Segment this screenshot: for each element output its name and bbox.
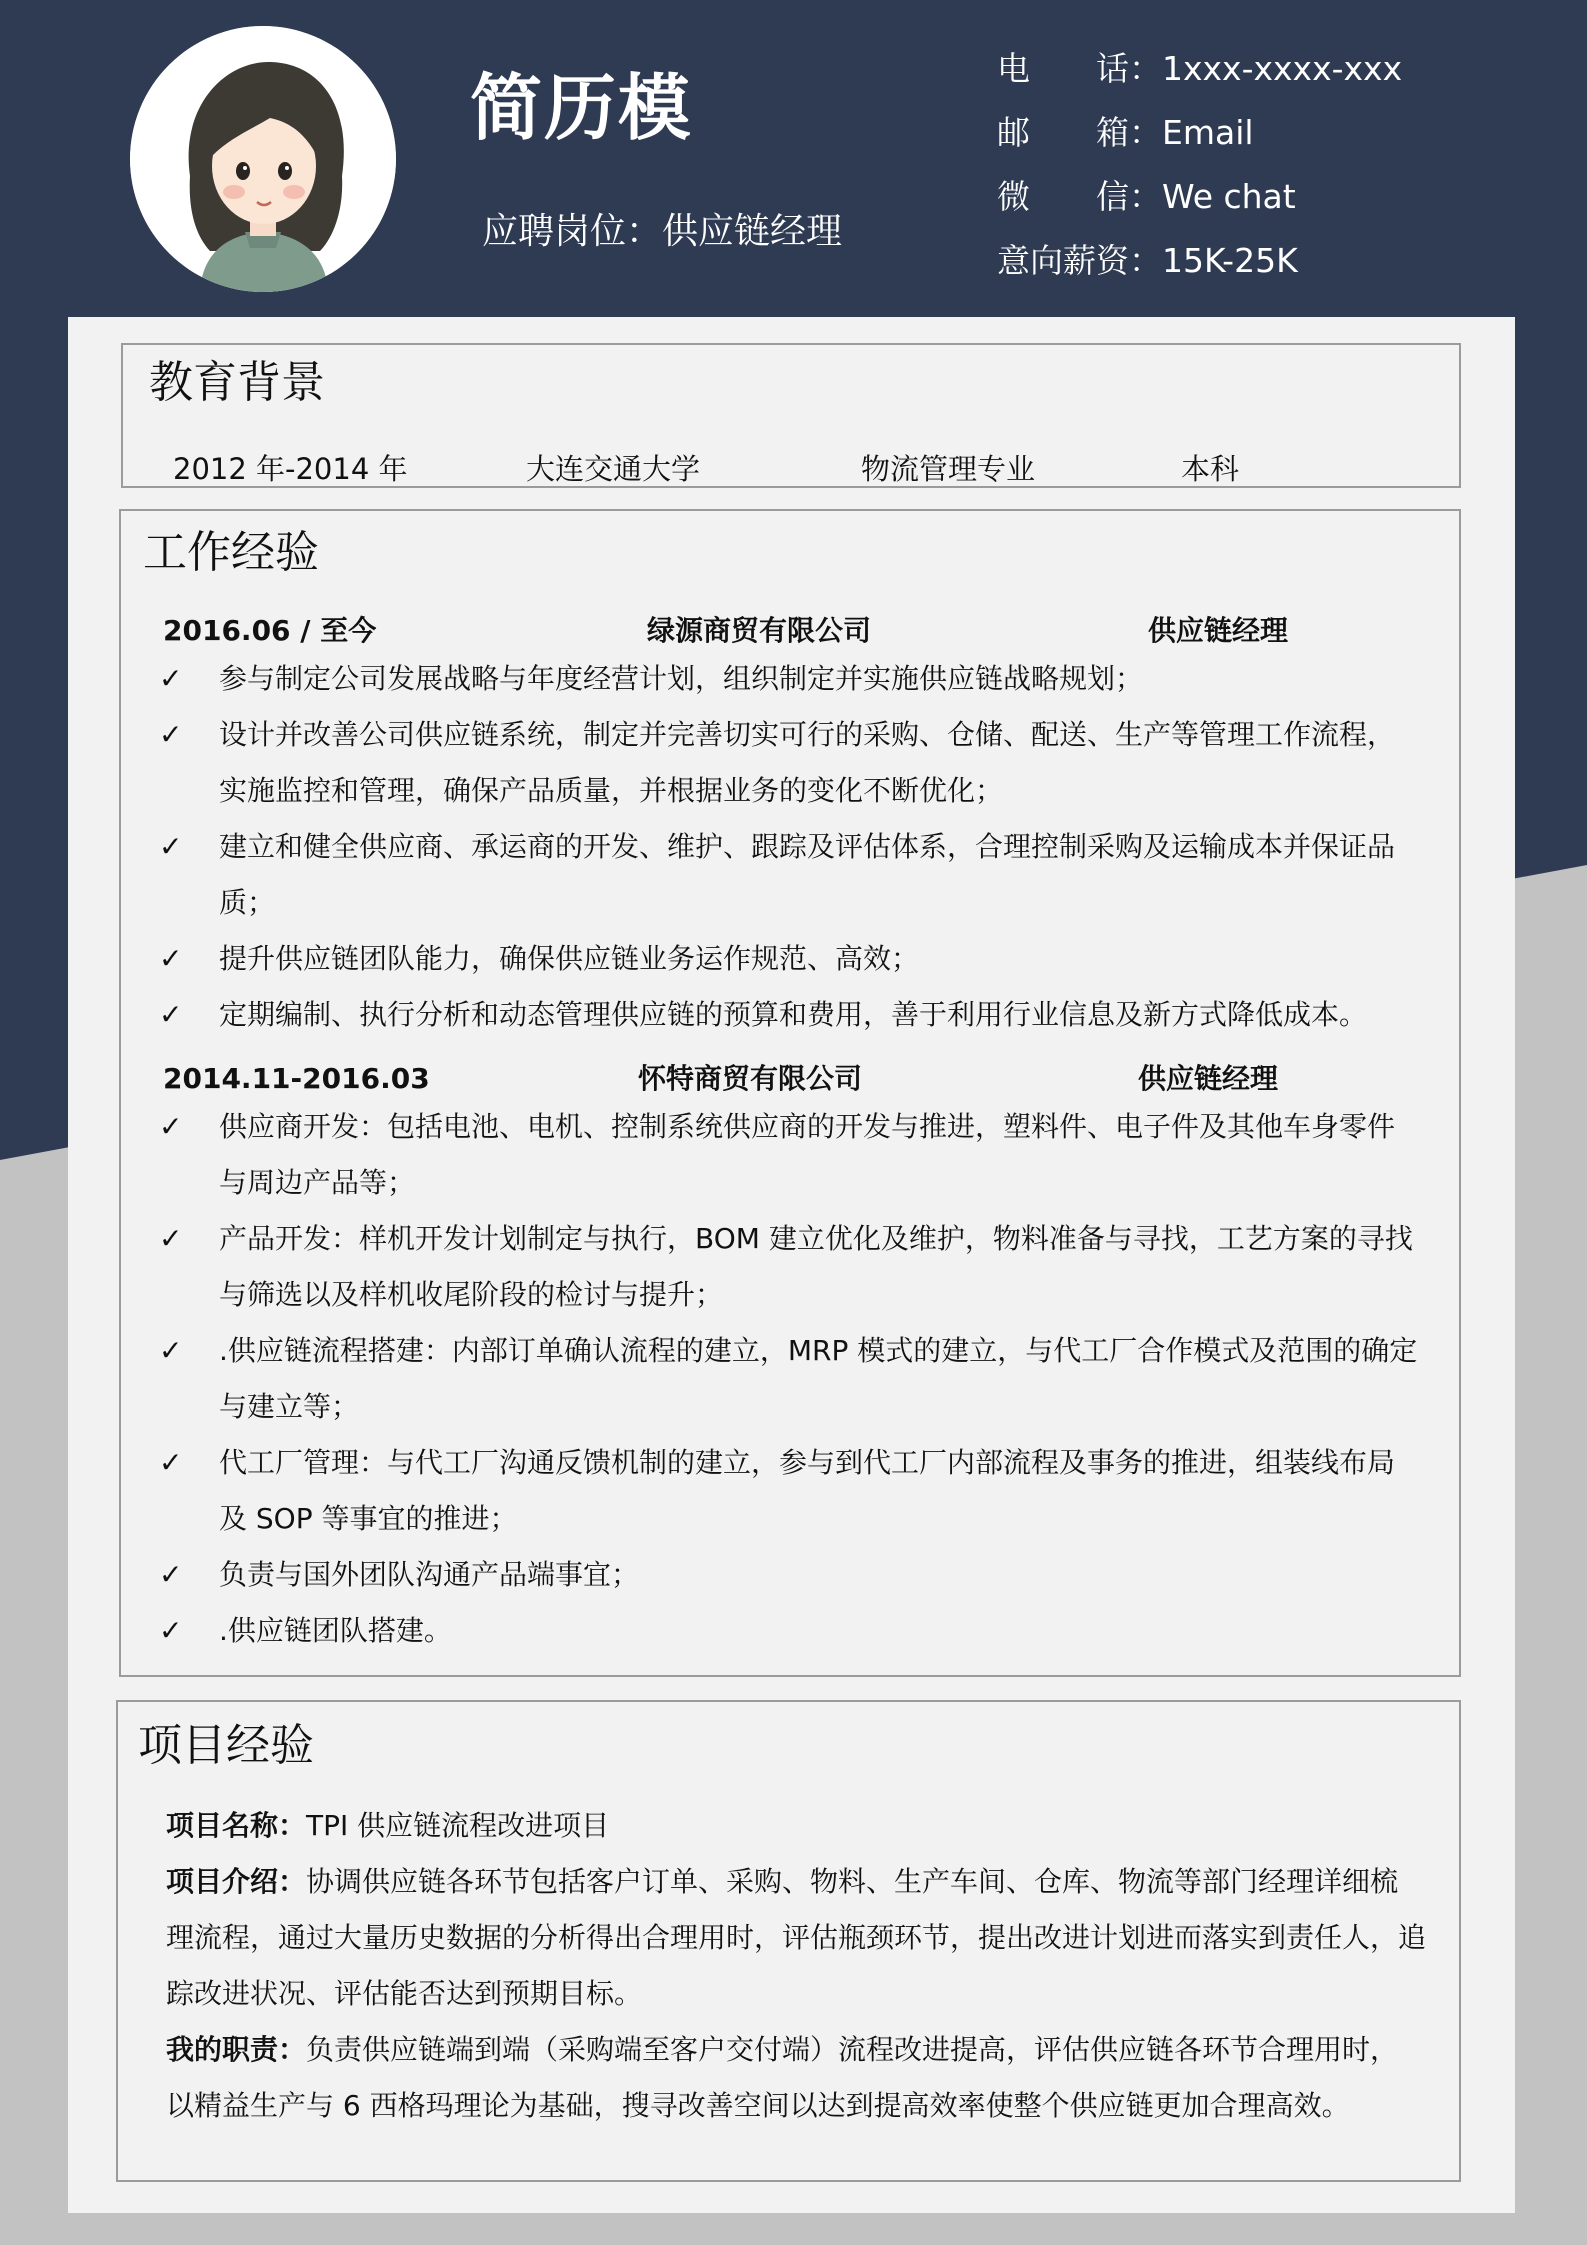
project-title: 项目经验 — [138, 1720, 314, 1771]
position-value: 供应链经理 — [662, 211, 843, 252]
check-icon: ✓ — [159, 1446, 183, 1479]
job-2-duty — [121, 1099, 1459, 1211]
contact-salary — [997, 241, 1298, 280]
applied-position — [482, 211, 843, 252]
job-1-duty — [121, 987, 1459, 1043]
project-section — [116, 1700, 1461, 2182]
job-2-duty — [121, 1547, 1459, 1603]
job-1-duty — [121, 819, 1459, 931]
job-2-duty — [121, 1603, 1459, 1659]
resume-paper — [68, 317, 1515, 2213]
job-2-company: 怀特商贸有限公司 — [638, 1062, 863, 1095]
job-2-duty-text: 供应商开发：包括电池、电机、控制系统供应商的开发与推进，塑料件、电子件及其他车身零件与周边产品等； — [219, 1110, 1396, 1199]
project-intro — [166, 1854, 1426, 2022]
job-2-duty — [121, 1323, 1459, 1435]
contact-wechat — [997, 177, 1296, 216]
contact-wechat-value: We chat — [1162, 177, 1296, 216]
project-name-label: 项目名称： — [166, 1809, 307, 1842]
job-1-duty-text: 定期编制、执行分析和动态管理供应链的预算和费用，善于利用行业信息及新方式降低成本。 — [219, 998, 1368, 1031]
check-icon: ✓ — [159, 998, 183, 1031]
contact-phone — [997, 49, 1403, 88]
job-1-duty-text: 建立和健全供应商、承运商的开发、维护、跟踪及评估体系，合理控制采购及运输成本并保证品质； — [219, 830, 1396, 919]
contact-wechat-label: 微 信： — [997, 177, 1162, 216]
job-1-duty — [121, 651, 1459, 707]
check-icon: ✓ — [159, 1334, 183, 1367]
contact-salary-label: 意向薪资： — [997, 241, 1162, 280]
job-2-duty-text: .供应链流程搭建：内部订单确认流程的建立，MRP 模式的建立，与代工厂合作模式及范围的确定与建立等； — [219, 1334, 1418, 1423]
check-icon: ✓ — [159, 662, 183, 695]
job-2-period: 2014.11-2016.03 — [163, 1062, 430, 1095]
work-title: 工作经验 — [143, 527, 319, 578]
check-icon: ✓ — [159, 718, 183, 751]
project-name-value: TPI 供应链流程改进项目 — [306, 1809, 610, 1842]
education-major: 物流管理专业 — [861, 452, 1036, 486]
resume-name: 简历模 — [470, 66, 693, 150]
project-intro-value: 协调供应链各环节包括客户订单、采购、物料、生产车间、仓库、物流等部门经理详细梳理流程，通过大量历史数据的分析得出合理用时，评估瓶颈环节，提出改进计划进而落实到责任人，追踪改进状况、评估能否达到预期目标。 — [166, 1865, 1427, 2010]
education-period: 2012 年-2014 年 — [173, 452, 408, 486]
job-1-role: 供应链经理 — [1148, 614, 1289, 647]
job-2-duty — [121, 1211, 1459, 1323]
work-section — [119, 509, 1461, 1677]
education-title: 教育背景 — [149, 357, 325, 408]
job-2-duty — [121, 1435, 1459, 1547]
position-label: 应聘岗位： — [482, 211, 663, 252]
avatar — [130, 26, 396, 292]
job-2-role: 供应链经理 — [1138, 1062, 1279, 1095]
job-2-duty-text: 代工厂管理：与代工厂沟通反馈机制的建立，参与到代工厂内部流程及事务的推进，组装线布局及 SOP 等事宜的推进； — [219, 1446, 1396, 1535]
project-body — [166, 1798, 1426, 2134]
job-2-duty-text: 负责与国外团队沟通产品端事宜； — [219, 1558, 640, 1591]
check-icon: ✓ — [159, 830, 183, 863]
project-duty — [166, 2022, 1426, 2134]
contact-salary-value: 15K-25K — [1162, 241, 1298, 280]
project-name — [166, 1798, 1426, 1854]
job-1-duties — [121, 651, 1459, 1043]
contact-email-value: Email — [1162, 113, 1254, 152]
job-1-period: 2016.06 / 至今 — [163, 614, 377, 647]
job-2-duty-text: 产品开发：样机开发计划制定与执行，BOM 建立优化及维护，物料准备与寻找，工艺方案的寻找与筛选以及样机收尾阶段的检讨与提升； — [219, 1222, 1413, 1311]
job-2-duties — [121, 1099, 1459, 1659]
project-duty-value: 负责供应链端到端（采购端至客户交付端）流程改进提高，评估供应链各环节合理用时，以精益生产与 6 西格玛理论为基础，搜寻改善空间以达到提高效率使整个供应链更加合理高效。 — [166, 2033, 1399, 2122]
check-icon: ✓ — [159, 1558, 183, 1591]
check-icon: ✓ — [159, 942, 183, 975]
check-icon: ✓ — [159, 1614, 183, 1647]
contact-email-label: 邮 箱： — [997, 113, 1162, 152]
check-icon: ✓ — [159, 1222, 183, 1255]
job-1-duty — [121, 707, 1459, 819]
education-section — [121, 343, 1461, 488]
avatar-illustration — [130, 26, 396, 292]
contact-email — [997, 113, 1254, 152]
education-school: 大连交通大学 — [526, 452, 701, 486]
project-duty-label: 我的职责： — [166, 2033, 307, 2066]
job-1-company: 绿源商贸有限公司 — [647, 614, 872, 647]
check-icon: ✓ — [159, 1110, 183, 1143]
contact-phone-label: 电 话： — [997, 49, 1162, 88]
education-degree: 本科 — [1181, 452, 1240, 486]
job-2-duty-text: .供应链团队搭建。 — [219, 1614, 452, 1647]
job-1-duty-text: 设计并改善公司供应链系统，制定并完善切实可行的采购、仓储、配送、生产等管理工作流程，实施监控和管理，确保产品质量，并根据业务的变化不断优化； — [219, 718, 1396, 807]
job-1-duty-text: 参与制定公司发展战略与年度经营计划，组织制定并实施供应链战略规划； — [219, 662, 1144, 695]
project-intro-label: 项目介绍： — [166, 1865, 307, 1898]
contact-phone-value: 1xxx-xxxx-xxx — [1162, 49, 1403, 88]
job-1-duty — [121, 931, 1459, 987]
job-1-duty-text: 提升供应链团队能力，确保供应链业务运作规范、高效； — [219, 942, 920, 975]
